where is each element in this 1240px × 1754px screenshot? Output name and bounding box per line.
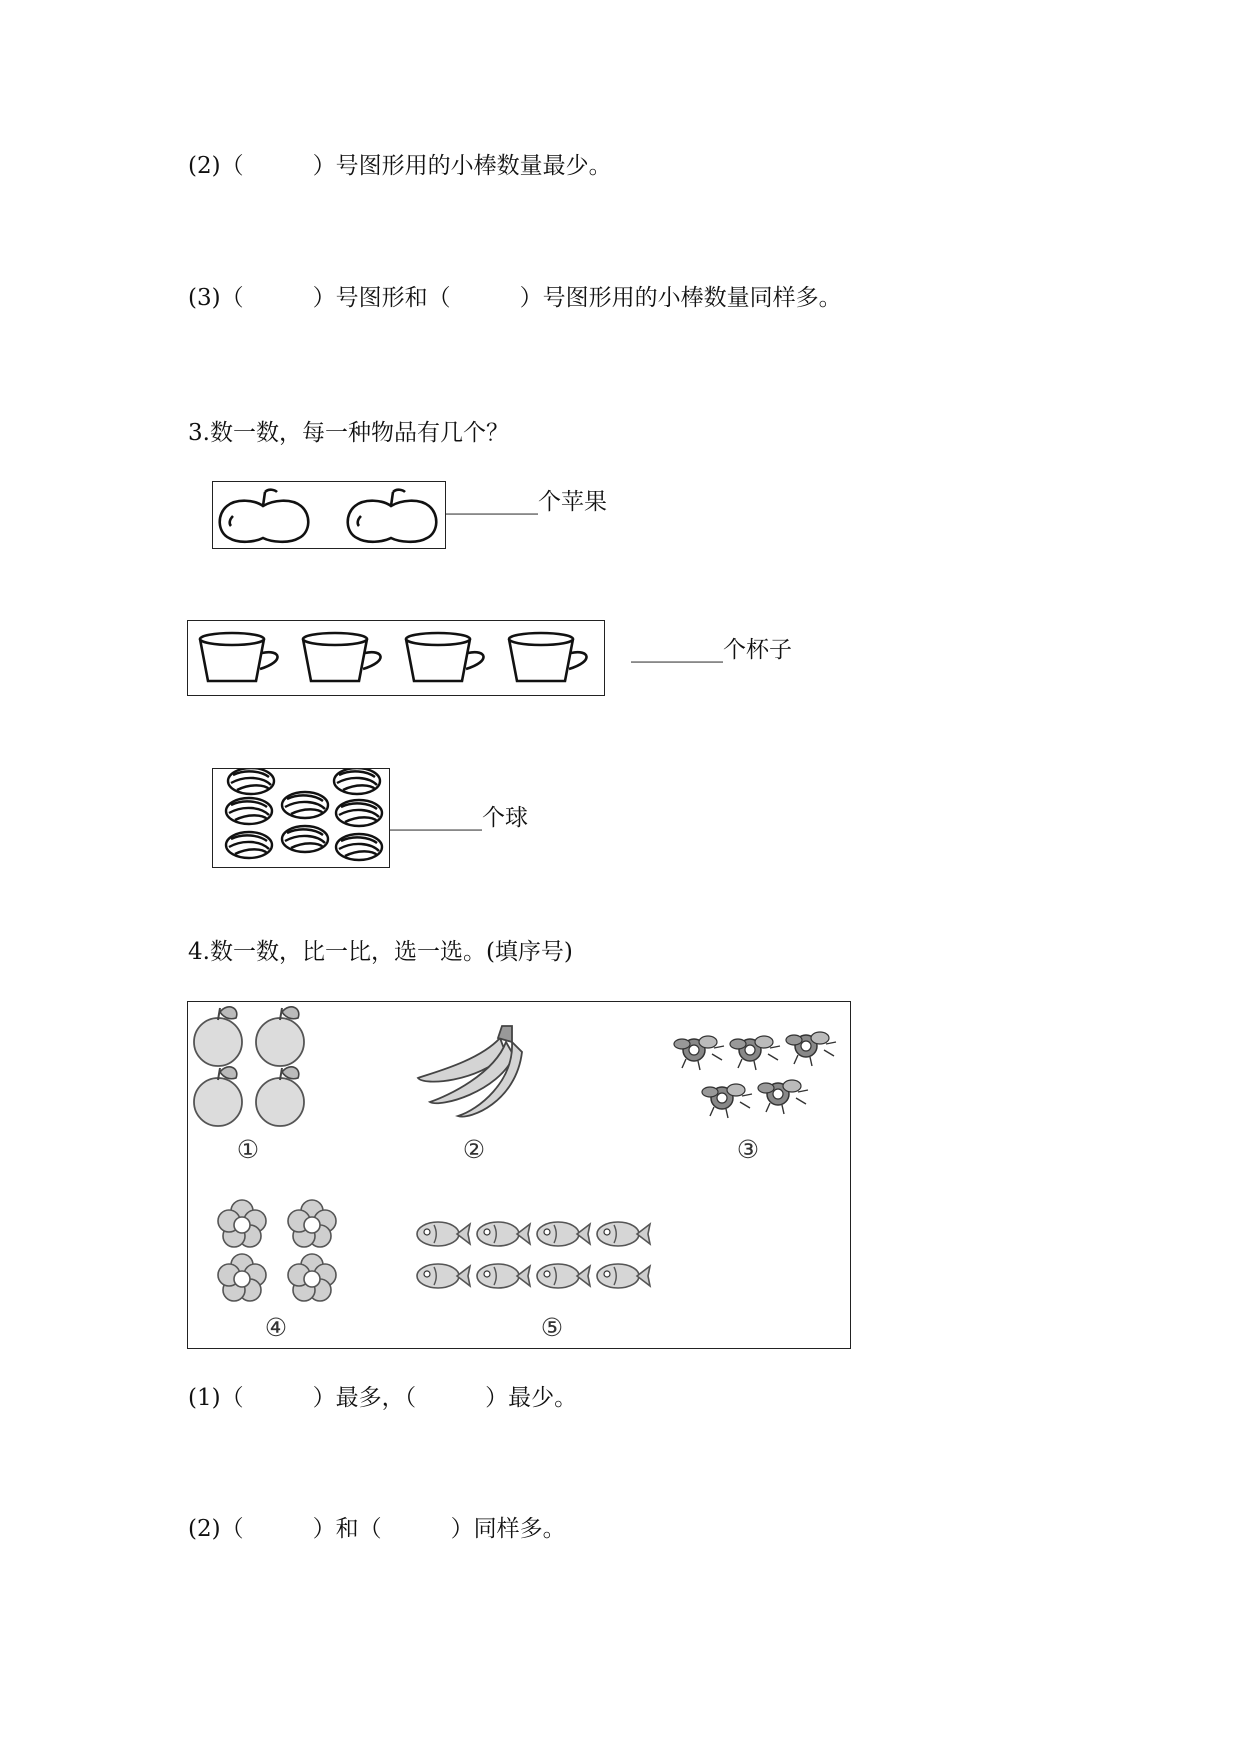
marker-2: ②: [462, 1135, 486, 1164]
marker-5: ⑤: [540, 1313, 564, 1342]
marker-1: ①: [236, 1135, 260, 1164]
cups-illustration: [188, 621, 602, 693]
q4-picture-box: [187, 1001, 851, 1349]
marker-3: ③: [736, 1135, 760, 1164]
apples-answer-label: ________个苹果: [446, 489, 607, 515]
q3-title: 3.数一数，每一种物品有几个？: [188, 420, 509, 446]
marker-4: ④: [264, 1313, 288, 1342]
cups-answer-label: ________个杯子: [631, 637, 792, 663]
q4-sub1: (1)（ ）最多，（ ）最少。: [188, 1385, 578, 1411]
q4-title: 4.数一数，比一比，选一选。(填序号): [188, 939, 573, 965]
apples-box: [212, 481, 446, 549]
q4-sub2: (2)（ ）和（ ）同样多。: [188, 1516, 566, 1542]
cups-box: [187, 620, 605, 696]
banana-bunch: [418, 1026, 522, 1117]
q2-sub2: (2)（ ）号图形用的小棒数量最少。: [188, 153, 612, 179]
q4-illustration: [188, 1002, 848, 1346]
apples-illustration: [213, 482, 443, 546]
balls-illustration: [213, 769, 387, 865]
balls-answer-label: ________个球: [390, 805, 528, 831]
balls-box: [212, 768, 390, 868]
q2-sub3: (3)（ ）号图形和（ ）号图形用的小棒数量同样多。: [188, 285, 842, 311]
